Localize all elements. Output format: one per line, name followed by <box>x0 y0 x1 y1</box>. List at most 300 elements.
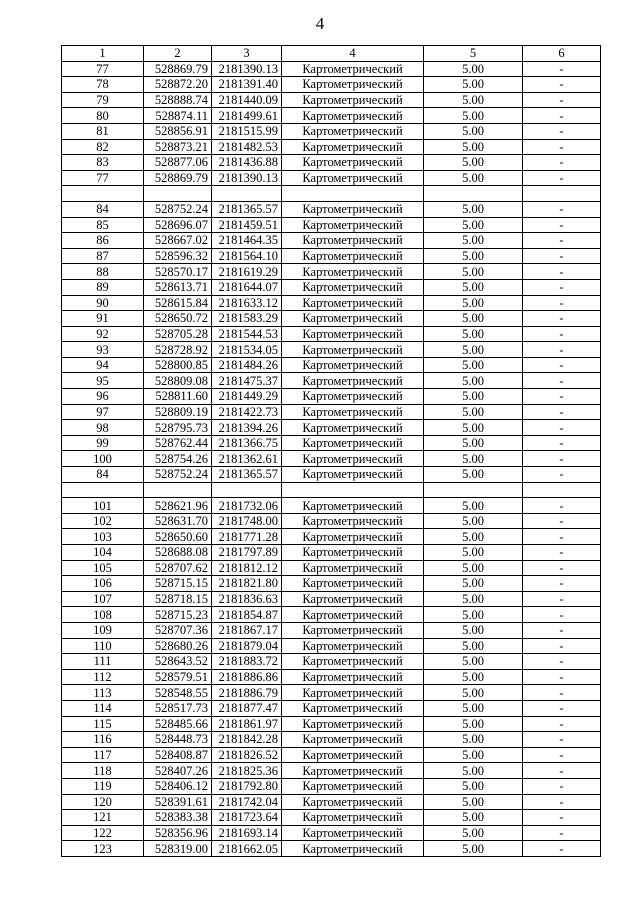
note-cell: - <box>523 498 601 514</box>
table-body <box>62 46 601 857</box>
y-coordinate-cell: 2181886.86 <box>212 669 282 685</box>
point-cell: 103 <box>62 529 144 545</box>
y-coordinate-cell: 2181422.73 <box>212 404 282 420</box>
y-coordinate-cell: 2181482.53 <box>212 139 282 155</box>
table-row <box>62 794 601 810</box>
table-row <box>62 404 601 420</box>
method-cell: Картометрический <box>282 357 424 373</box>
method-cell: Картометрический <box>282 217 424 233</box>
accuracy-cell: 5.00 <box>424 513 523 529</box>
method-cell: Картометрический <box>282 825 424 841</box>
y-coordinate-cell: 2181854.87 <box>212 607 282 623</box>
note-cell: - <box>523 389 601 405</box>
table-row <box>62 373 601 389</box>
note-cell: - <box>523 217 601 233</box>
point-cell: 108 <box>62 607 144 623</box>
table-row <box>62 513 601 529</box>
table-row <box>62 389 601 405</box>
x-coordinate-cell: 528319.00 <box>144 841 212 857</box>
x-coordinate-cell: 528877.06 <box>144 155 212 171</box>
accuracy-cell: 5.00 <box>424 233 523 249</box>
point-cell: 102 <box>62 513 144 529</box>
note-cell: - <box>523 467 601 483</box>
y-coordinate-cell: 2181886.79 <box>212 685 282 701</box>
accuracy-cell: 5.00 <box>424 295 523 311</box>
y-coordinate-cell: 2181464.35 <box>212 233 282 249</box>
table-row <box>62 638 601 654</box>
note-cell: - <box>523 607 601 623</box>
note-cell: - <box>523 591 601 607</box>
table-row <box>62 170 601 186</box>
point-cell: 98 <box>62 420 144 436</box>
y-coordinate-cell: 2181391.40 <box>212 77 282 93</box>
y-coordinate-cell: 2181475.37 <box>212 373 282 389</box>
x-coordinate-cell: 528448.73 <box>144 732 212 748</box>
accuracy-cell: 5.00 <box>424 264 523 280</box>
point-cell: 77 <box>62 170 144 186</box>
point-cell: 87 <box>62 248 144 264</box>
x-coordinate-cell: 528356.96 <box>144 825 212 841</box>
note-cell: - <box>523 279 601 295</box>
x-coordinate-cell: 528752.24 <box>144 467 212 483</box>
accuracy-cell: 5.00 <box>424 622 523 638</box>
accuracy-cell: 5.00 <box>424 545 523 561</box>
point-cell: 83 <box>62 155 144 171</box>
x-coordinate-cell: 528800.85 <box>144 357 212 373</box>
table-row <box>62 763 601 779</box>
accuracy-cell: 5.00 <box>424 716 523 732</box>
x-coordinate-cell: 528631.70 <box>144 513 212 529</box>
note-cell: - <box>523 545 601 561</box>
y-coordinate-cell: 2181459.51 <box>212 217 282 233</box>
method-cell: Картометрический <box>282 747 424 763</box>
table-header-row <box>62 46 601 62</box>
method-cell: Картометрический <box>282 123 424 139</box>
y-coordinate-cell: 2181564.10 <box>212 248 282 264</box>
note-cell: - <box>523 248 601 264</box>
point-cell: 81 <box>62 123 144 139</box>
method-cell: Картометрический <box>282 435 424 451</box>
accuracy-cell: 5.00 <box>424 123 523 139</box>
method-cell: Картометрический <box>282 326 424 342</box>
point-cell: 111 <box>62 654 144 670</box>
x-coordinate-cell: 528579.51 <box>144 669 212 685</box>
method-cell: Картометрический <box>282 607 424 623</box>
note-cell: - <box>523 716 601 732</box>
point-cell: 91 <box>62 311 144 327</box>
method-cell: Картометрический <box>282 279 424 295</box>
note-cell <box>523 482 601 498</box>
point-cell: 122 <box>62 825 144 841</box>
method-cell: Картометрический <box>282 170 424 186</box>
x-coordinate-cell: 528570.17 <box>144 264 212 280</box>
table-row <box>62 747 601 763</box>
note-cell: - <box>523 576 601 592</box>
note-cell: - <box>523 654 601 670</box>
y-coordinate-cell: 2181812.12 <box>212 560 282 576</box>
table-row <box>62 467 601 483</box>
x-coordinate-cell: 528754.26 <box>144 451 212 467</box>
y-coordinate-cell <box>212 482 282 498</box>
point-cell <box>62 186 144 202</box>
table-row <box>62 264 601 280</box>
accuracy-cell: 5.00 <box>424 576 523 592</box>
accuracy-cell: 5.00 <box>424 747 523 763</box>
note-cell: - <box>523 139 601 155</box>
point-cell: 80 <box>62 108 144 124</box>
method-cell: Картометрический <box>282 155 424 171</box>
point-cell: 105 <box>62 560 144 576</box>
accuracy-cell: 5.00 <box>424 92 523 108</box>
table-row <box>62 451 601 467</box>
y-coordinate-cell: 2181836.63 <box>212 591 282 607</box>
x-coordinate-cell: 528873.21 <box>144 139 212 155</box>
x-coordinate-cell: 528485.66 <box>144 716 212 732</box>
table-row <box>62 61 601 77</box>
y-coordinate-cell: 2181861.97 <box>212 716 282 732</box>
method-cell: Картометрический <box>282 77 424 93</box>
method-cell: Картометрический <box>282 373 424 389</box>
x-coordinate-cell: 528407.26 <box>144 763 212 779</box>
table-row <box>62 576 601 592</box>
accuracy-cell: 5.00 <box>424 685 523 701</box>
method-cell: Картометрический <box>282 810 424 826</box>
table-row <box>62 591 601 607</box>
separator-row <box>62 482 601 498</box>
x-coordinate-cell: 528856.91 <box>144 123 212 139</box>
y-coordinate-cell: 2181633.12 <box>212 295 282 311</box>
y-coordinate-cell: 2181877.47 <box>212 700 282 716</box>
x-coordinate-cell: 528707.62 <box>144 560 212 576</box>
accuracy-cell: 5.00 <box>424 357 523 373</box>
accuracy-cell: 5.00 <box>424 451 523 467</box>
x-coordinate-cell: 528707.36 <box>144 622 212 638</box>
method-cell: Картометрический <box>282 389 424 405</box>
method-cell: Картометрический <box>282 560 424 576</box>
x-coordinate-cell: 528650.72 <box>144 311 212 327</box>
x-coordinate-cell <box>144 186 212 202</box>
table-row <box>62 108 601 124</box>
note-cell: - <box>523 155 601 171</box>
method-cell: Картометрический <box>282 591 424 607</box>
method-cell: Картометрический <box>282 61 424 77</box>
note-cell: - <box>523 747 601 763</box>
point-cell: 100 <box>62 451 144 467</box>
method-cell: Картометрический <box>282 700 424 716</box>
x-coordinate-cell: 528667.02 <box>144 233 212 249</box>
note-cell: - <box>523 77 601 93</box>
accuracy-cell: 5.00 <box>424 591 523 607</box>
method-cell: Картометрический <box>282 529 424 545</box>
y-coordinate-cell: 2181619.29 <box>212 264 282 280</box>
y-coordinate-cell: 2181515.99 <box>212 123 282 139</box>
method-cell: Картометрический <box>282 108 424 124</box>
y-coordinate-cell: 2181883.72 <box>212 654 282 670</box>
accuracy-cell: 5.00 <box>424 404 523 420</box>
column-header-6: 6 <box>523 46 601 62</box>
y-coordinate-cell: 2181583.29 <box>212 311 282 327</box>
point-cell: 82 <box>62 139 144 155</box>
table-row <box>62 654 601 670</box>
note-cell: - <box>523 763 601 779</box>
note-cell: - <box>523 373 601 389</box>
table-row <box>62 342 601 358</box>
accuracy-cell: 5.00 <box>424 529 523 545</box>
note-cell: - <box>523 638 601 654</box>
point-cell: 95 <box>62 373 144 389</box>
note-cell: - <box>523 810 601 826</box>
table-row <box>62 545 601 561</box>
y-coordinate-cell: 2181771.28 <box>212 529 282 545</box>
method-cell: Картометрический <box>282 545 424 561</box>
y-coordinate-cell: 2181499.61 <box>212 108 282 124</box>
method-cell: Картометрический <box>282 841 424 857</box>
accuracy-cell: 5.00 <box>424 841 523 857</box>
method-cell: Картометрический <box>282 233 424 249</box>
note-cell: - <box>523 201 601 217</box>
point-cell: 121 <box>62 810 144 826</box>
table-row <box>62 810 601 826</box>
x-coordinate-cell: 528696.07 <box>144 217 212 233</box>
point-cell: 92 <box>62 326 144 342</box>
table-row <box>62 732 601 748</box>
x-coordinate-cell <box>144 482 212 498</box>
y-coordinate-cell: 2181826.52 <box>212 747 282 763</box>
method-cell <box>282 482 424 498</box>
method-cell <box>282 186 424 202</box>
accuracy-cell: 5.00 <box>424 638 523 654</box>
table-row <box>62 155 601 171</box>
accuracy-cell: 5.00 <box>424 607 523 623</box>
point-cell: 115 <box>62 716 144 732</box>
table-row <box>62 685 601 701</box>
note-cell: - <box>523 841 601 857</box>
note-cell: - <box>523 794 601 810</box>
x-coordinate-cell: 528621.96 <box>144 498 212 514</box>
x-coordinate-cell: 528728.92 <box>144 342 212 358</box>
note-cell: - <box>523 108 601 124</box>
y-coordinate-cell: 2181792.80 <box>212 778 282 794</box>
note-cell: - <box>523 357 601 373</box>
point-cell: 86 <box>62 233 144 249</box>
table-row <box>62 217 601 233</box>
x-coordinate-cell: 528408.87 <box>144 747 212 763</box>
column-header-5: 5 <box>424 46 523 62</box>
note-cell: - <box>523 778 601 794</box>
accuracy-cell: 5.00 <box>424 732 523 748</box>
method-cell: Картометрический <box>282 264 424 280</box>
point-cell: 93 <box>62 342 144 358</box>
y-coordinate-cell: 2181484.26 <box>212 357 282 373</box>
x-coordinate-cell: 528718.15 <box>144 591 212 607</box>
table-row <box>62 841 601 857</box>
accuracy-cell: 5.00 <box>424 201 523 217</box>
method-cell: Картометрический <box>282 467 424 483</box>
y-coordinate-cell: 2181449.29 <box>212 389 282 405</box>
y-coordinate-cell: 2181390.13 <box>212 170 282 186</box>
note-cell: - <box>523 451 601 467</box>
note-cell: - <box>523 420 601 436</box>
x-coordinate-cell: 528811.60 <box>144 389 212 405</box>
point-cell <box>62 482 144 498</box>
y-coordinate-cell: 2181842.28 <box>212 732 282 748</box>
accuracy-cell: 5.00 <box>424 77 523 93</box>
table-row <box>62 498 601 514</box>
column-header-2: 2 <box>144 46 212 62</box>
x-coordinate-cell: 528517.73 <box>144 700 212 716</box>
method-cell: Картометрический <box>282 201 424 217</box>
table-row <box>62 716 601 732</box>
point-cell: 101 <box>62 498 144 514</box>
y-coordinate-cell: 2181544.53 <box>212 326 282 342</box>
x-coordinate-cell: 528680.26 <box>144 638 212 654</box>
table-row <box>62 77 601 93</box>
method-cell: Картометрический <box>282 311 424 327</box>
method-cell: Картометрический <box>282 92 424 108</box>
y-coordinate-cell: 2181732.06 <box>212 498 282 514</box>
accuracy-cell: 5.00 <box>424 763 523 779</box>
x-coordinate-cell: 528872.20 <box>144 77 212 93</box>
method-cell: Картометрический <box>282 139 424 155</box>
point-cell: 97 <box>62 404 144 420</box>
x-coordinate-cell: 528596.32 <box>144 248 212 264</box>
y-coordinate-cell: 2181723.64 <box>212 810 282 826</box>
y-coordinate-cell: 2181797.89 <box>212 545 282 561</box>
y-coordinate-cell: 2181436.88 <box>212 155 282 171</box>
table-row <box>62 560 601 576</box>
note-cell: - <box>523 560 601 576</box>
point-cell: 99 <box>62 435 144 451</box>
method-cell: Картометрический <box>282 654 424 670</box>
x-coordinate-cell: 528762.44 <box>144 435 212 451</box>
point-cell: 119 <box>62 778 144 794</box>
method-cell: Картометрический <box>282 404 424 420</box>
y-coordinate-cell: 2181821.80 <box>212 576 282 592</box>
x-coordinate-cell: 528650.60 <box>144 529 212 545</box>
note-cell: - <box>523 700 601 716</box>
table-row <box>62 326 601 342</box>
accuracy-cell: 5.00 <box>424 498 523 514</box>
point-cell: 109 <box>62 622 144 638</box>
table-row <box>62 295 601 311</box>
y-coordinate-cell: 2181365.57 <box>212 467 282 483</box>
method-cell: Картометрический <box>282 420 424 436</box>
table-row <box>62 201 601 217</box>
note-cell: - <box>523 233 601 249</box>
point-cell: 106 <box>62 576 144 592</box>
note-cell: - <box>523 311 601 327</box>
x-coordinate-cell: 528869.79 <box>144 61 212 77</box>
point-cell: 113 <box>62 685 144 701</box>
accuracy-cell: 5.00 <box>424 342 523 358</box>
point-cell: 104 <box>62 545 144 561</box>
accuracy-cell: 5.00 <box>424 373 523 389</box>
method-cell: Картометрический <box>282 451 424 467</box>
column-header-3: 3 <box>212 46 282 62</box>
point-cell: 84 <box>62 467 144 483</box>
table-row <box>62 92 601 108</box>
table-row <box>62 825 601 841</box>
x-coordinate-cell: 528548.55 <box>144 685 212 701</box>
point-cell: 96 <box>62 389 144 405</box>
x-coordinate-cell: 528888.74 <box>144 92 212 108</box>
point-cell: 110 <box>62 638 144 654</box>
method-cell: Картометрический <box>282 513 424 529</box>
method-cell: Картометрический <box>282 716 424 732</box>
accuracy-cell: 5.00 <box>424 654 523 670</box>
y-coordinate-cell: 2181825.36 <box>212 763 282 779</box>
y-coordinate-cell: 2181879.04 <box>212 638 282 654</box>
coordinates-table <box>61 45 601 857</box>
y-coordinate-cell <box>212 186 282 202</box>
x-coordinate-cell: 528809.08 <box>144 373 212 389</box>
note-cell: - <box>523 529 601 545</box>
accuracy-cell: 5.00 <box>424 389 523 405</box>
x-coordinate-cell: 528406.12 <box>144 778 212 794</box>
table-row <box>62 607 601 623</box>
point-cell: 118 <box>62 763 144 779</box>
accuracy-cell: 5.00 <box>424 326 523 342</box>
accuracy-cell: 5.00 <box>424 467 523 483</box>
method-cell: Картометрический <box>282 763 424 779</box>
note-cell: - <box>523 295 601 311</box>
note-cell: - <box>523 622 601 638</box>
y-coordinate-cell: 2181390.13 <box>212 61 282 77</box>
note-cell: - <box>523 123 601 139</box>
table-row <box>62 123 601 139</box>
table-row <box>62 139 601 155</box>
point-cell: 84 <box>62 201 144 217</box>
y-coordinate-cell: 2181644.07 <box>212 279 282 295</box>
method-cell: Картометрический <box>282 669 424 685</box>
y-coordinate-cell: 2181748.00 <box>212 513 282 529</box>
method-cell: Картометрический <box>282 248 424 264</box>
note-cell: - <box>523 435 601 451</box>
accuracy-cell: 5.00 <box>424 669 523 685</box>
method-cell: Картометрический <box>282 685 424 701</box>
accuracy-cell: 5.00 <box>424 155 523 171</box>
method-cell: Картометрический <box>282 498 424 514</box>
note-cell: - <box>523 92 601 108</box>
x-coordinate-cell: 528705.28 <box>144 326 212 342</box>
method-cell: Картометрический <box>282 622 424 638</box>
accuracy-cell: 5.00 <box>424 700 523 716</box>
note-cell: - <box>523 404 601 420</box>
note-cell: - <box>523 342 601 358</box>
x-coordinate-cell: 528613.71 <box>144 279 212 295</box>
note-cell <box>523 186 601 202</box>
y-coordinate-cell: 2181693.14 <box>212 825 282 841</box>
table-row <box>62 622 601 638</box>
table-row <box>62 357 601 373</box>
y-coordinate-cell: 2181440.09 <box>212 92 282 108</box>
method-cell: Картометрический <box>282 342 424 358</box>
method-cell: Картометрический <box>282 778 424 794</box>
column-header-4: 4 <box>282 46 424 62</box>
x-coordinate-cell: 528752.24 <box>144 201 212 217</box>
note-cell: - <box>523 825 601 841</box>
note-cell: - <box>523 326 601 342</box>
point-cell: 89 <box>62 279 144 295</box>
point-cell: 90 <box>62 295 144 311</box>
y-coordinate-cell: 2181662.05 <box>212 841 282 857</box>
point-cell: 85 <box>62 217 144 233</box>
accuracy-cell: 5.00 <box>424 794 523 810</box>
x-coordinate-cell: 528615.84 <box>144 295 212 311</box>
table-row <box>62 669 601 685</box>
x-coordinate-cell: 528383.38 <box>144 810 212 826</box>
method-cell: Картометрический <box>282 794 424 810</box>
